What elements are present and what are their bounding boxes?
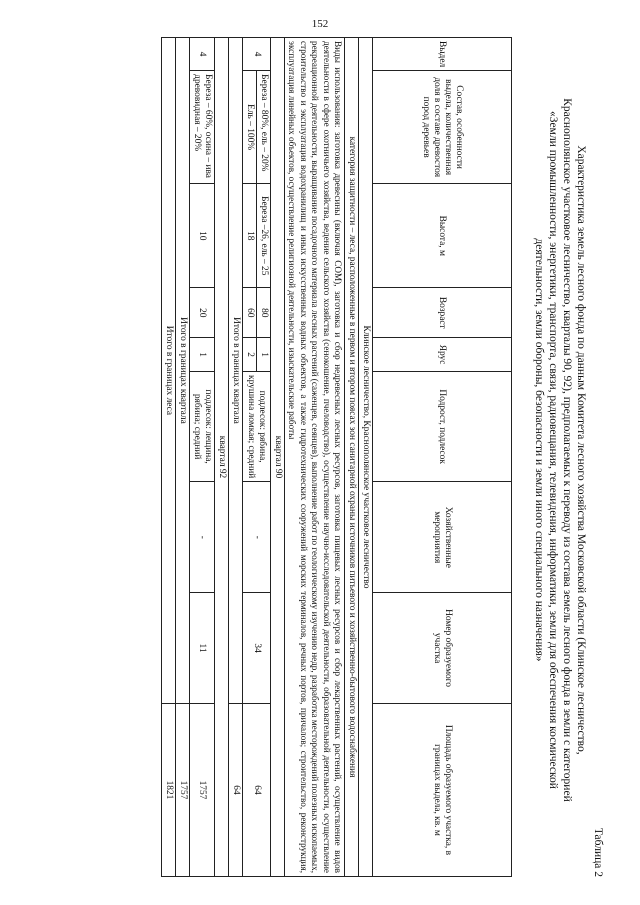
cell-yarus: 1	[256, 338, 270, 372]
header-yarus: Ярус	[373, 338, 512, 372]
table-title	[532, 15, 588, 885]
header-nomer: Номер образуемого участка	[373, 593, 512, 704]
title-line: «Земли промышленности, энергетики, транспорта, связи, радиовещания, телевидения, информатики, земли для обеспечения космической	[547, 111, 559, 789]
cell-yarus: 2	[242, 338, 256, 372]
cell-yarus: 1	[189, 338, 214, 372]
cell-vysota: 10	[189, 184, 214, 288]
cell-podrost: подлесок: лещина, рябина; средний	[189, 371, 214, 481]
cell-sostav: Ель – 100%	[242, 71, 256, 184]
grand-total-row	[161, 38, 175, 877]
cell-meropriyatiya: -	[189, 482, 214, 593]
cell-ploshchad: 1757	[189, 703, 214, 876]
subtotal-row	[228, 38, 242, 877]
title-line: Характеристика земель лесного фонда по данным Комитета лесного хозяйства Московской области (Клинское лесничество,	[575, 145, 587, 755]
subtotal-row	[175, 38, 189, 877]
cell-vysota: 18	[242, 184, 256, 288]
cell-ploshchad: 64	[242, 703, 270, 876]
grand-total-value: 1821	[161, 703, 175, 876]
table-label: Таблица 2	[592, 827, 604, 877]
cell-vysota: Береза –26, ель – 25	[256, 184, 270, 288]
quarter-92-label: квартал 92	[214, 38, 228, 877]
rotated-table-sheet	[52, 15, 612, 885]
section-row	[359, 38, 373, 877]
subtotal-label: Итого в границах квартала	[175, 38, 189, 704]
header-ploshchad: Площадь образуемого участка, в границах выдела, кв. м	[373, 703, 512, 876]
forestry-section: Клинское лесничество, Краснополянское участковое лесничество	[359, 38, 373, 877]
subtotal-label: Итого в границах квартала	[228, 38, 242, 704]
quarter-heading-row	[270, 38, 284, 877]
cell-vydel: 4	[242, 38, 270, 71]
grand-total-label: Итого в границах леса	[161, 38, 175, 704]
title-line: Краснополянское участковое лесничество, кварталы 90, 92), предполагаемых к переводу из состава земель лесного фонда в земли с категорией	[561, 98, 573, 802]
section-row	[345, 38, 359, 877]
cell-vozrast: 60	[242, 288, 256, 338]
category-section: категория защитности – леса, расположенные в первом и втором поясах зон санитарной охраны источников питьевого и хозяйственно-бытового водоснабжения	[345, 38, 359, 877]
quarter-90-label: квартал 90	[270, 38, 284, 877]
subtotal-value: 64	[228, 703, 242, 876]
header-sostav: Состав, особенности выдела, количественная доля в составе древостоя пород деревьев	[373, 71, 512, 184]
cell-meropriyatiya: -	[242, 482, 270, 593]
header-meropriyatiya: Хозяйственные мероприятия	[373, 482, 512, 593]
cell-vozrast: 20	[189, 288, 214, 338]
quarter-heading-row	[214, 38, 228, 877]
cell-nomer: 11	[189, 593, 214, 704]
header-row	[373, 38, 512, 877]
title-line: деятельности, земли обороны, безопасности и земли иного специального назначения»	[533, 238, 545, 662]
forest-characteristics-table	[161, 37, 512, 877]
subtotal-value: 1757	[175, 703, 189, 876]
cell-sostav: Береза – 80%, ель – 20%	[256, 71, 270, 184]
page-number: 152	[311, 18, 329, 30]
cell-podrost: подлесок: рябина, крушина ломкая; средний	[242, 371, 270, 481]
usage-row	[284, 38, 344, 877]
cell-nomer: 34	[242, 593, 270, 704]
header-vydel: Выдел	[373, 38, 512, 71]
cell-sostav: Береза – 60%, осина – ива древовидная – 20%	[189, 71, 214, 184]
cell-vozrast: 80	[256, 288, 270, 338]
table-row	[189, 38, 214, 877]
table-row	[256, 38, 270, 877]
cell-vydel: 4	[189, 38, 214, 71]
header-vysota: Высота, м	[373, 184, 512, 288]
header-vozrast: Возраст	[373, 288, 512, 338]
header-podrost: Подрост, подлесок	[373, 371, 512, 481]
usage-description: Виды использования: заготовка древесины (включая СОМ), заготовка и сбор недревесных лесных ресурсов, заготовка пищевых лесных ресурсов и сбор лекарственных растений, осуществление видов деятельности в сфере охотничьего хозяйства, ведение сельского хозяйства (сенокошение, пчеловодство), осуществление научно-исследовательской деятельности, образовательной деятельности, осуществление рекреационной деятельности, выращивание посадочного материала лесных растений (саженцев, сеянцев), выполнение работ по геологическому изучению недр, разработка месторождений полезных ископаемых, строительство и эксплуатация водохранилищ и иных искусственных водных объектов, а также гидротехнических сооружений морских терминалов, речных портов, причалов; строительство, реконструкция, эксплуатация линейных объектов, осуществление религиозной деятельности, изыскательские работы	[284, 38, 344, 877]
